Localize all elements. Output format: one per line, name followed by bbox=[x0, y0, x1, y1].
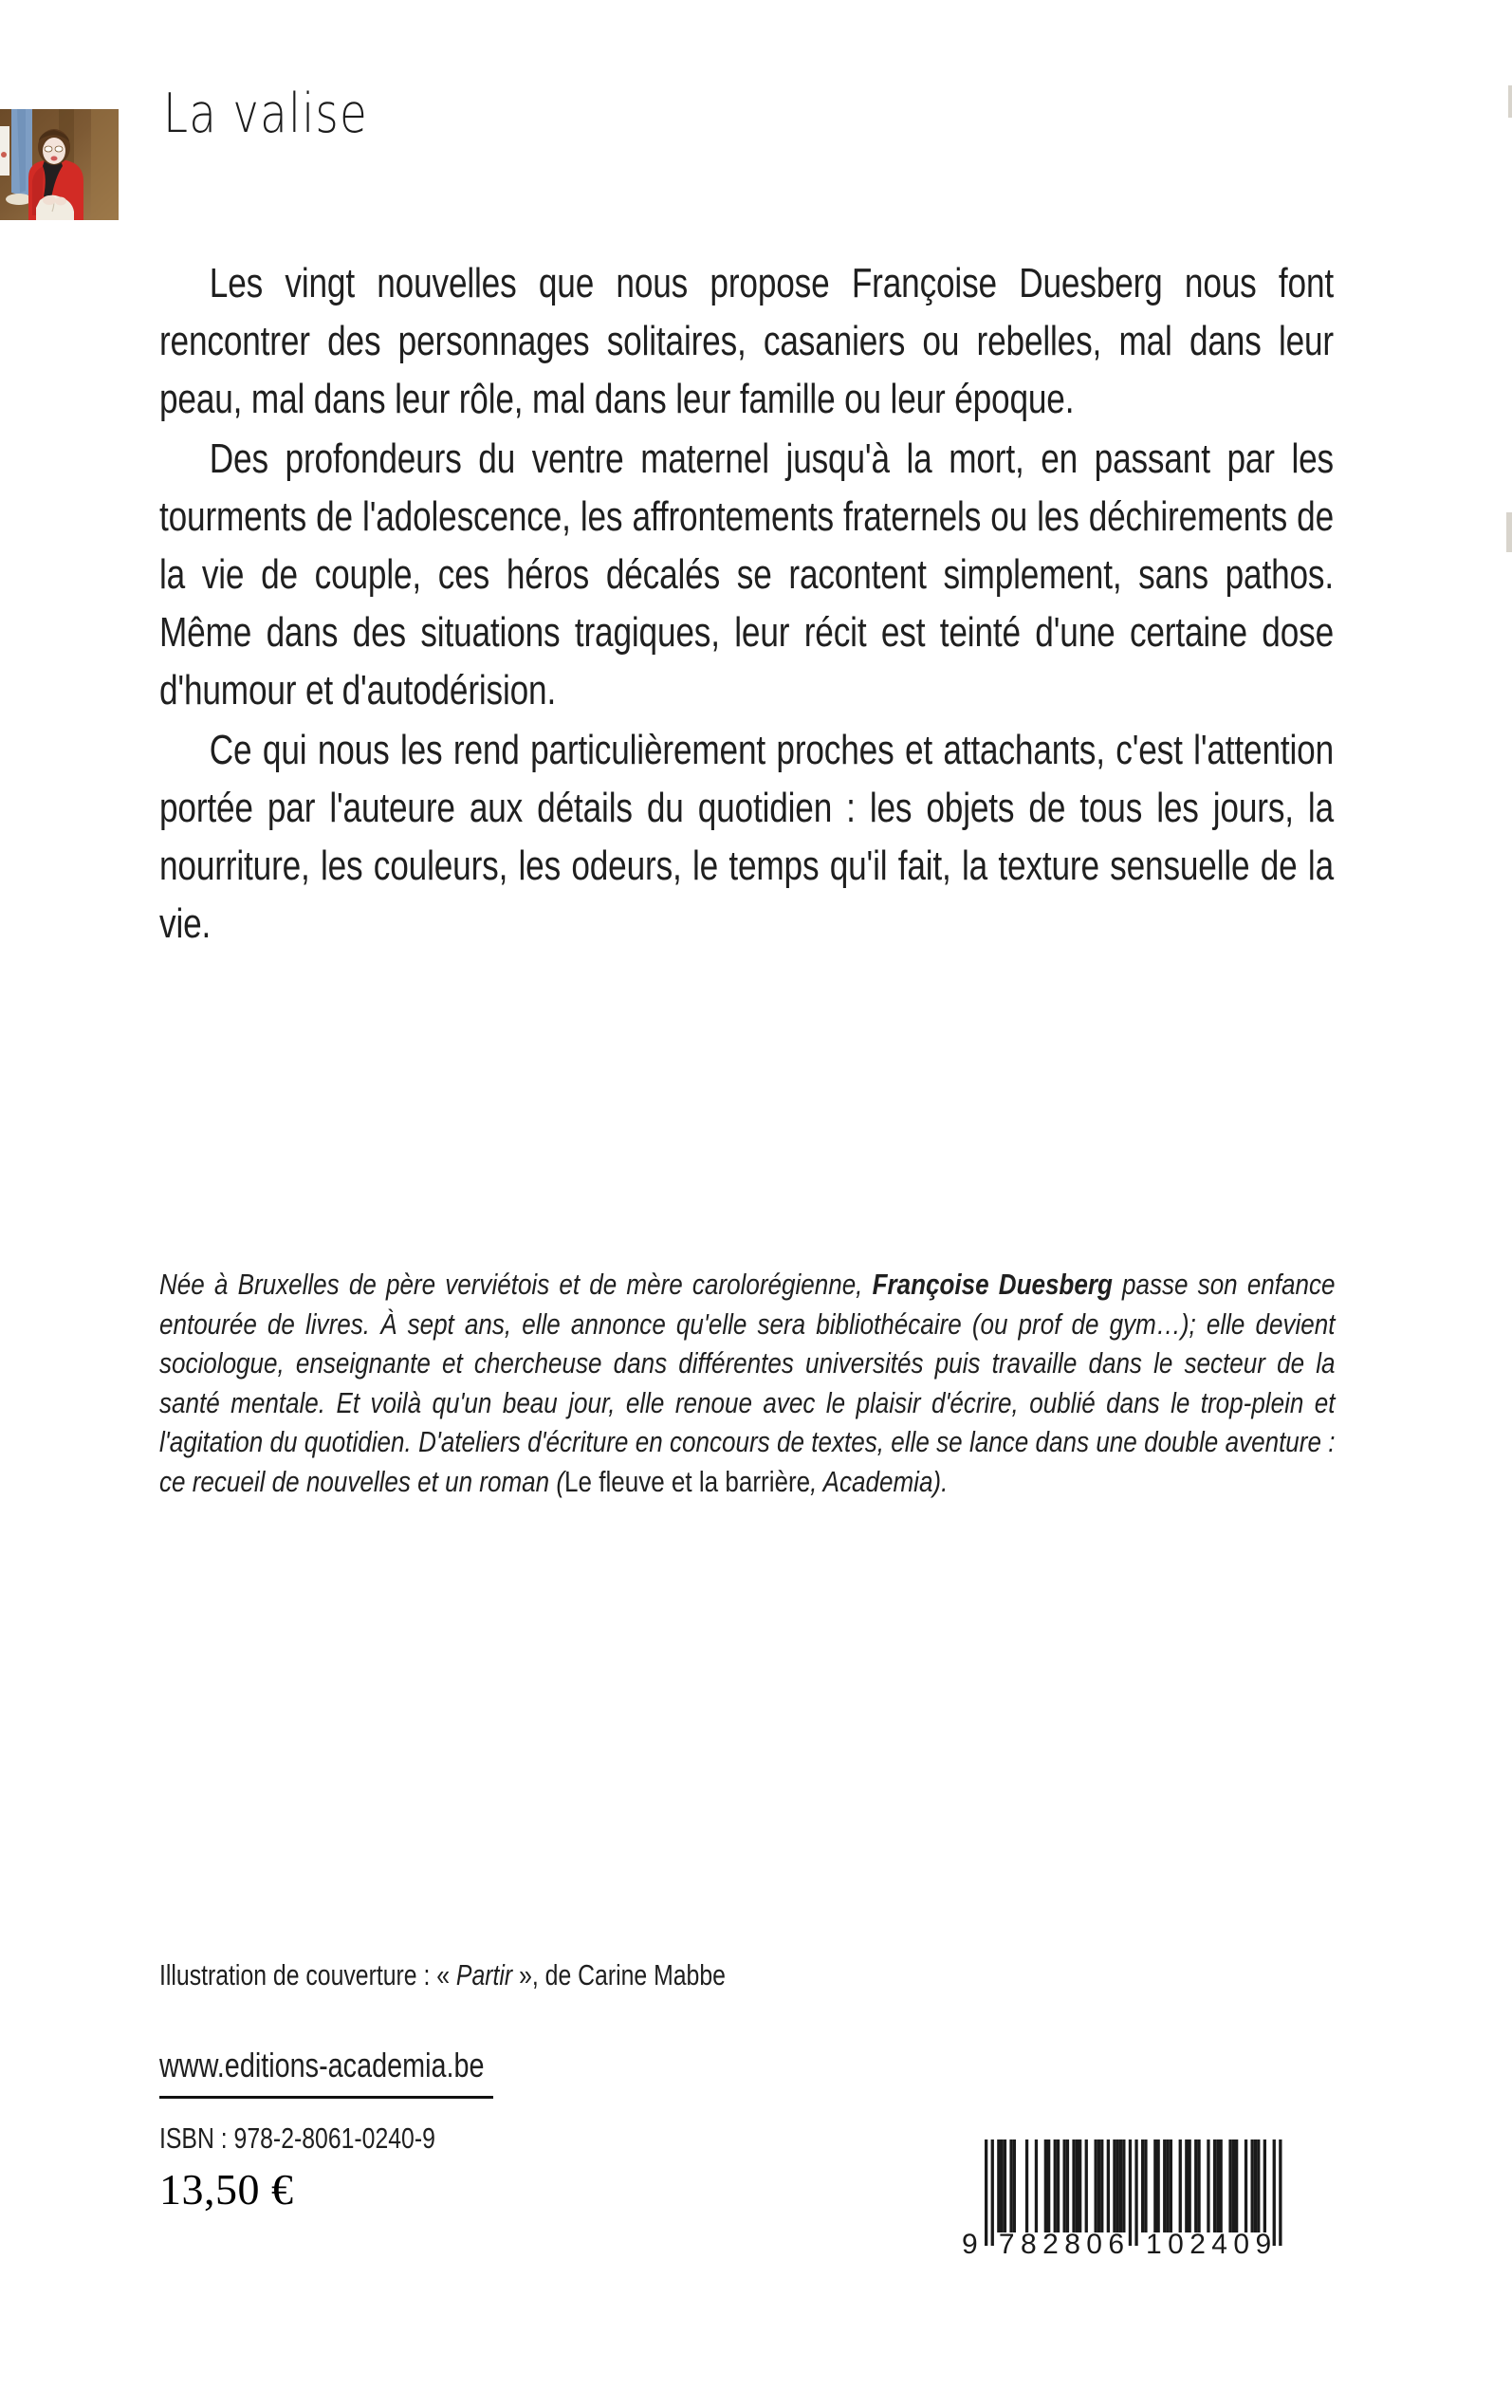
page-edge-artifact-1 bbox=[1506, 512, 1512, 552]
author-biography-text bbox=[159, 1265, 1335, 1501]
blurb-paragraph-1: Les vingt nouvelles que nous propose Françoise Duesberg nous font rencontrer des personnages solitaires, casaniers ou rebelles, mal dans leur peau, mal dans leur rôle, mal dans leur famille ou leur époque. bbox=[159, 260, 1334, 422]
bio-text-part4: ). bbox=[932, 1464, 949, 1498]
cover-illustration-artwork bbox=[0, 109, 119, 220]
bio-text-part2: passe son enfance entourée de livres. À sept ans, elle annonce qu'elle sera bibliothécaire (ou prof de gym…); elle devient sociologue, enseignante et chercheuse dans différentes universités puis travaille dans le secteur de la santé mentale. Et voilà qu'un beau jour, elle renoue avec le plaisir d'écrire, oublié dans le trop-plein et l'agitation du quotidien. D'ateliers d'écriture en concours de textes, elle se lance dans une double aventure : ce recueil de nouvelles et un roman ( bbox=[159, 1268, 1336, 1498]
price-text: 13,50 € bbox=[159, 2165, 294, 2214]
svg-text:9: 9 bbox=[962, 2229, 978, 2260]
svg-text:6: 6 bbox=[1108, 2229, 1125, 2260]
blurb-paragraph-3: Ce qui nous les rend particulièrement proches et attachants, c'est l'attention portée par l'auteure aux détails du quotidien : les objets de tous les jours, la nourriture, les couleurs, les odeurs, le temps qu'il fait, la texture sensuelle de la vie. bbox=[159, 727, 1334, 947]
svg-text:7: 7 bbox=[998, 2229, 1015, 2260]
illustration-credit-prefix: Illustration de couverture : « bbox=[159, 1958, 456, 1991]
bio-text-part1: Née à Bruxelles de père verviétois et de mère carolorégienne, bbox=[159, 1268, 873, 1301]
illustration-title: Partir bbox=[455, 1958, 513, 1991]
footer-divider bbox=[159, 2096, 493, 2099]
svg-text:8: 8 bbox=[1021, 2229, 1037, 2260]
illustration-credit-suffix: », de Carine Mabbe bbox=[512, 1958, 726, 1991]
ean13-barcode bbox=[956, 2132, 1355, 2284]
isbn-text: ISBN : 978-2-8061-0240-9 bbox=[159, 2121, 435, 2155]
page-title: La valise bbox=[163, 83, 368, 145]
blurb-paragraph-2: Des profondeurs du ventre maternel jusqu'à la mort, en passant par les tourments de l'adolescence, les affrontements fraternels ou les déchirements de la vie de couple, ces héros décalés se racontent simplement, sans pathos. Même dans des situations tragiques, leur récit est teinté d'une certaine dose d'humour et d'autodérision. bbox=[159, 435, 1334, 713]
author-name: Françoise Duesberg bbox=[872, 1268, 1113, 1301]
publisher-website-link[interactable]: www.editions-academia.be bbox=[159, 2046, 485, 2084]
page-edge-artifact-2 bbox=[1508, 85, 1512, 118]
author-biography bbox=[159, 1265, 1336, 1501]
barcode-graphic bbox=[956, 2132, 1355, 2284]
illustration-credit bbox=[159, 1957, 1100, 1993]
svg-text:2: 2 bbox=[1189, 2229, 1206, 2260]
referenced-publisher: Academia bbox=[822, 1464, 933, 1498]
cover-thumbnail-image bbox=[0, 109, 119, 220]
bio-text-part3: , bbox=[810, 1464, 823, 1498]
svg-text:4: 4 bbox=[1211, 2229, 1227, 2260]
svg-text:8: 8 bbox=[1064, 2229, 1080, 2260]
book-blurb bbox=[159, 254, 1334, 953]
referenced-book-title: Le fleuve et la barrière bbox=[564, 1464, 811, 1498]
svg-text:0: 0 bbox=[1168, 2229, 1184, 2260]
page-header bbox=[0, 0, 1512, 228]
svg-text:0: 0 bbox=[1233, 2229, 1250, 2260]
svg-text:2: 2 bbox=[1042, 2229, 1059, 2260]
svg-text:9: 9 bbox=[1255, 2229, 1272, 2260]
svg-text:1: 1 bbox=[1146, 2229, 1162, 2260]
svg-text:0: 0 bbox=[1086, 2229, 1102, 2260]
